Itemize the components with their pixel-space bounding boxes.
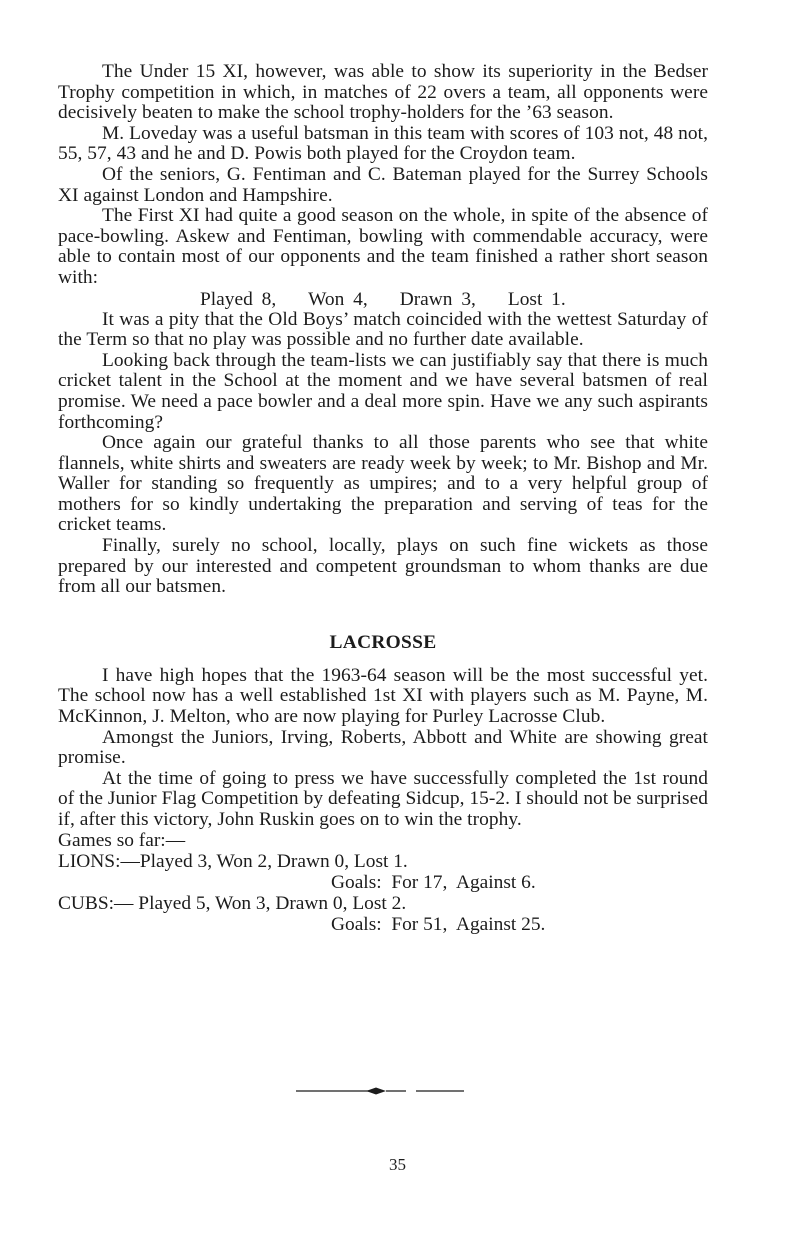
paragraph-thanks: Once again our grateful thanks to all those parents who see that white flannels, white shirts and sweaters are ready week by week; to Mr. Bishop and Mr. Waller for standing so frequently as umpires; and to a very helpful group of mothers for so kindly undertaking the preparation and serving of teas for the cricket teams. [58, 432, 708, 536]
paragraph-first-xi: The First XI had quite a good season on the whole, in spite of the absence of pace-bowling. Askew and Fentiman, bowling with commendable accuracy, were able to contain most of our opponents and the team finished a rather short season with: [58, 205, 708, 288]
diamond-rule-ornament-icon [296, 1086, 464, 1096]
paragraph-team-lists: Looking back through the team-lists we can justifiably say that there is much cricket talent in the School at the moment and we have several batsmen of real promise. We need a pace bowler and a deal more spin. Have we any such aspirants forthcoming? [58, 349, 708, 433]
paragraph-loveday: M. Loveday was a useful batsman in this team with scores of 103 not, 48 not, 55, 57, 43 and he and D. Powis both played for the Croydon team. [58, 122, 708, 165]
record-lost: Lost 1. [507, 288, 566, 310]
games-so-far-label: Games so far:— [58, 829, 186, 851]
paragraph-old-boys: It was a pity that the Old Boys’ match coincided with the wettest Saturday of the Term so that no play was possible and no further date available. [58, 308, 708, 351]
section-heading-lacrosse: LACROSSE [329, 631, 437, 653]
cubs-record: CUBS:— Played 5, Won 3, Drawn 0, Lost 2. [58, 893, 407, 915]
first-xi-record [58, 289, 708, 310]
record-drawn: Drawn 3, [399, 288, 476, 310]
document-body [58, 62, 708, 935]
paragraph-under15: The Under 15 XI, however, was able to show its superiority in the Bedser Trophy competition in which, in matches of 22 overs a team, all opponents were decisively beaten to make the school trophy-holders for the ’63 season. [58, 61, 708, 124]
record-won: Won 4, [308, 288, 368, 310]
paragraph-lacrosse-flag: At the time of going to press we have successfully completed the 1st round of the Junior Flag Competition by defeating Sidcup, 15-2. I should not be surprised if, after this victory, John Ruskin goes on to win the trophy. [58, 767, 708, 830]
record-played: Played 8, [200, 288, 277, 310]
lions-record: LIONS:—Played 3, Won 2, Drawn 0, Lost 1. [58, 851, 408, 873]
page-number: 35 [389, 1155, 406, 1174]
lions-goals: Goals: For 17, Against 6. [331, 872, 536, 894]
cubs-goals: Goals: For 51, Against 25. [331, 914, 546, 936]
paragraph-lacrosse-juniors: Amongst the Juniors, Irving, Roberts, Abbott and White are showing great promise. [58, 726, 708, 769]
paragraph-lacrosse-hopes: I have high hopes that the 1963-64 season will be the most successful yet. The school now has a well established 1st XI with players such as M. Payne, M. McKinnon, J. Melton, who are now playing for Purley Lacrosse Club. [58, 664, 708, 728]
paragraph-wickets: Finally, surely no school, locally, plays on such fine wickets as those prepared by our interested and competent groundsman to whom thanks are due from all our batsmen. [58, 535, 708, 598]
paragraph-seniors: Of the seniors, G. Fentiman and C. Bateman played for the Surrey Schools XI against London and Hampshire. [58, 163, 708, 206]
